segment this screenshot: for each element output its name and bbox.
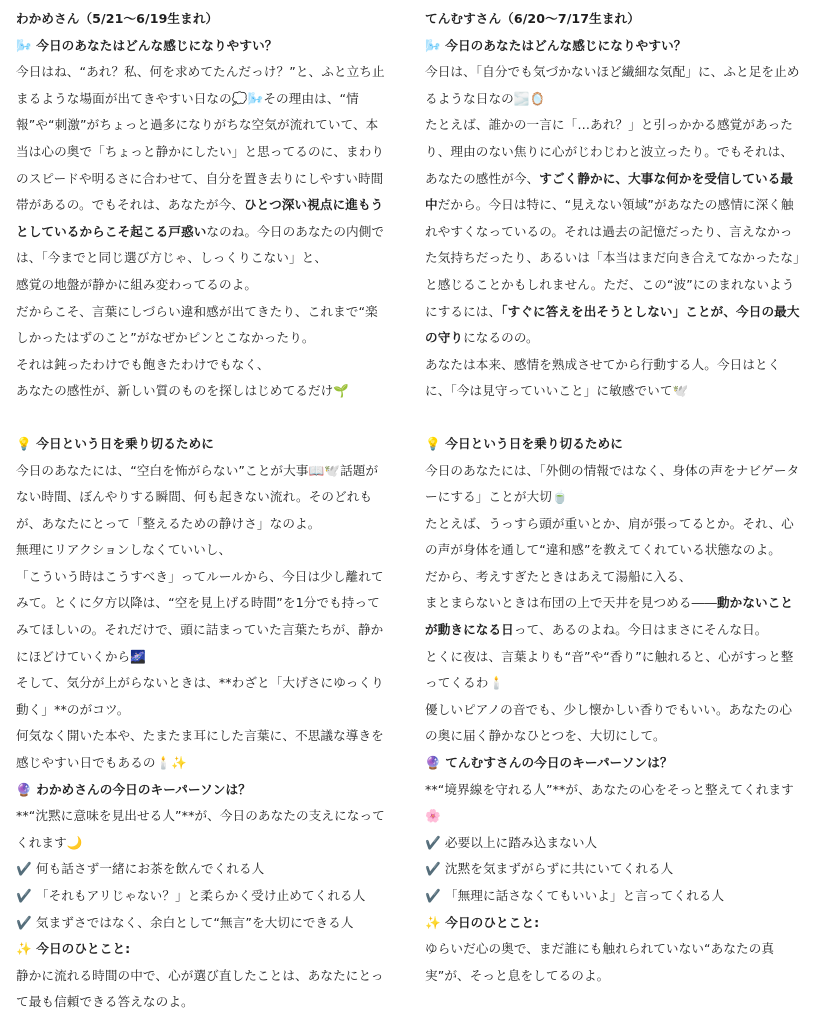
right-check-item: ✔️ 「無理に話さなくてもいいよ」と言ってくれる人 [425,883,803,910]
left-check-item: ✔️ 「それもアリじゃない？」と柔らかく受け止めてくれる人 [16,883,390,910]
candle-sparkles-icon: 🕯️✨ [155,755,188,771]
right-s2-paragraph-4: まとまらないときは布団の上で天井を見つめる――動かないことが動きになる日って、あるのよね。今日はまさにそんな日。 [425,595,794,638]
right-paragraph-1: 今日は、「自分でも気づかないほど繊細な気配」に、ふと足を止めるような日なの🌫️🪞 [425,59,803,112]
lightbulb-icon: 💡 [16,435,32,451]
dove-icon: 🕊️ [672,383,689,399]
left-s2-paragraph-4: そして、気分が上がらないときは、**わざと「大げさにゆっくり動く」**のがコツ。 [16,675,384,717]
right-word-heading: ✨ 今日のひとこと: [425,910,803,937]
thought-wind-icon: 💭🌬️ [231,90,264,106]
right-paragraph-3: あなたは本来、感情を熟成させてから行動する人。今日はとくに、「今は見守っていいこと」に敏感でいて🕊️ [425,352,803,405]
right-emphasis-1: すごく静かに、大事な何かを受信している最中 [425,170,794,213]
left-paragraph-1: 今日はね、“あれ？私、何を求めてたんだっけ？”と、ふと立ち止まるような場面が出てきやすい日なの💭🌬️その理由は、“情報”や“刺激”がちょっと過多になりがちな空気が流れていて、本当は心の奥で「ちょっと静かにしたい」と思ってるのに、まわりのスピードや明るさに合わせて、自分を置き去りにしやすい時間帯があるの。でもそれは、あなたが今、ひとつ深い視点に進もうとしているからこそ起こる戸惑いなのね。今日のあなたの内側では、「今までと同じ選び方じゃ、しっくりこない」と、 [16,64,385,266]
moon-icon: 🌙 [66,834,83,850]
right-paragraph-2: たとえば、誰かの一言に「…あれ？」と引っかかる感覚があったり、理由のない焦りに心がじわじわと波立ったり。でもそれは、あなたの感性が今、すごく静かに、大事な何かを受信している最中だから。今日は特に、“見えない領域”があなたの感情に深く触れやすくなっているの。それは過去の記憶だったり、言えなかった気持ちだったり、あるいは「本当はまだ向き合えてなかったな」と感じることかもしれません。ただ、この“波”にのまれないようにするには、「すぐに答えを出そうとしない」ことが、今日の最大の守りになるのの。 [425,117,800,346]
fog-mirror-icon: 🌫️🪞 [513,90,546,106]
right-emphasis-3: 動かないことが動きになる日 [425,595,794,638]
milky-way-icon: 🌌 [130,648,147,664]
left-title: わかめさん（5/21〜6/19生まれ） [16,11,219,26]
left-emphasis-1: ひとつ深い視点に進もうとしているからこそ起こる戸惑い [16,197,384,239]
right-keyperson-text: **“境界線を守れる人”**が、あなたの心をそっと整えてくれます🌸 [425,777,803,830]
right-column [425,6,803,989]
lightbulb-icon: 💡 [425,435,441,451]
left-word-heading: ✨ 今日のひとこと: [16,936,390,963]
candle-icon: 🕯️ [488,675,505,691]
tea-icon: 🍵 [551,489,568,505]
right-word-text: ゆらいだ心の奥で、まだ誰にも触れられていない“あなたの真実”が、そっと息をしてるのよ。 [425,941,775,983]
check-icon: ✔️ [425,861,441,877]
right-section2-heading: 💡 今日という日を乗り切るために [425,431,803,458]
left-s2-paragraph-3: 「こういう時はこうすべき」ってルールから、今日は少し離れてみて。とくに夕方以降は、“空を見上げる時間”を1分でも持ってみてほしいの。それだけで、頭に詰まっていた言葉たちが、静かにほどけていくから🌌 [16,564,390,670]
left-paragraph-5: あなたの感性が、新しい質のものを探しはじめてるだけ🌱 [16,378,390,405]
right-s2-paragraph-6: 優しいピアノの音でも、少し懐かしい香りでもいい。あなたの心の奥に届く静かなひとつを、大切にして。 [425,701,793,744]
sparkles-icon: ✨ [16,941,32,957]
right-check-item: ✔️ 沈黙を気まずがらずに共にいてくれる人 [425,856,803,883]
wind-icon: 🌬️ [425,37,441,53]
crystal-ball-icon: 🔮 [16,781,32,797]
left-question-heading: 🌬️ 今日のあなたはどんな感じになりやすい？ [16,33,390,60]
wind-icon: 🌬️ [16,37,32,53]
left-column [16,6,390,1016]
left-word-text: 静かに流れる時間の中で、心が選び直したことは、あなたにとって最も信頼できる答えなのよ。 [16,967,384,1010]
flower-icon: 🌸 [425,808,441,824]
right-question-heading: 🌬️ 今日のあなたはどんな感じになりやすい？ [425,33,803,60]
check-icon: ✔️ [425,834,441,850]
left-check-item: ✔️ 気まずさではなく、余白として“無言”を大切にできる人 [16,910,390,937]
seedling-icon: 🌱 [333,383,350,399]
right-emphasis-2: 「すぐに答えを出そうとしない」ことが、今日の最大の守り [425,303,800,346]
crystal-ball-icon: 🔮 [425,755,441,771]
sparkles-icon: ✨ [425,914,441,930]
right-check-item: ✔️ 必要以上に踏み込まない人 [425,830,803,857]
left-keyperson-text: **“沈黙に意味を見出せる人”**が、今日のあなたの支えになってくれます🌙 [16,803,390,856]
check-icon: ✔️ [425,888,441,903]
check-icon: ✔️ [16,914,32,930]
left-paragraph-3: だからこそ、言葉にしづらい違和感が出てきたり、これまで“楽しかったはずのこと”がなぜかピンとこなかったり。 [16,303,378,346]
check-icon: ✔️ [16,861,32,877]
left-s2-paragraph-2: 無理にリアクションしなくていいし、 [16,542,232,558]
left-s2-paragraph-1: 今日のあなたには、“空白を怖がらない”ことが大事📖🕊️話題がない時間、ぼんやりする瞬間、何も起きない流れ。そのどれもが、あなたにとって「整えるための静けさ」なのよ。 [16,458,390,538]
right-keyperson-heading: 🔮 てんむすさんの今日のキーパーソンは？ [425,750,803,777]
check-icon: ✔️ [16,888,32,903]
left-paragraph-2: 感覚の地盤が静かに組み変わってるのよ。 [16,276,258,292]
right-s2-paragraph-2: たとえば、うっすら頭が重いとか、肩が張ってるとか。それ、心の声が身体を通して“違和感”を教えてくれている状態なのよ。 [425,515,794,558]
right-s2-paragraph-5: とくに夜は、言葉よりも“音”や“香り”に触れると、心がすっと整ってくるわ🕯️ [425,644,803,697]
left-keyperson-heading: 🔮 わかめさんの今日のキーパーソンは？ [16,777,390,804]
left-section2-heading: 💡 今日という日を乗り切るために [16,431,390,458]
right-s2-paragraph-1: 今日のあなたには、「外側の情報ではなく、身体の声をナビゲーターにする」ことが大切🍵 [425,458,803,511]
left-paragraph-4: それは鈍ったわけでも飽きたわけでもなく、 [16,356,270,372]
left-check-item: ✔️ 何も話さず一緒にお茶を飲んでくれる人 [16,856,390,883]
book-dove-icon: 📖🕊️ [308,462,341,478]
left-s2-paragraph-5: 何気なく開いた本や、たまたま耳にした言葉に、不思議な導きを感じやすい日でもあるの🕯️✨ [16,723,390,776]
right-title: てんむすさん（6/20〜7/17生まれ） [425,11,640,26]
right-s2-paragraph-3: だから、考えすぎたときはあえて湯船に入る、 [425,568,692,584]
